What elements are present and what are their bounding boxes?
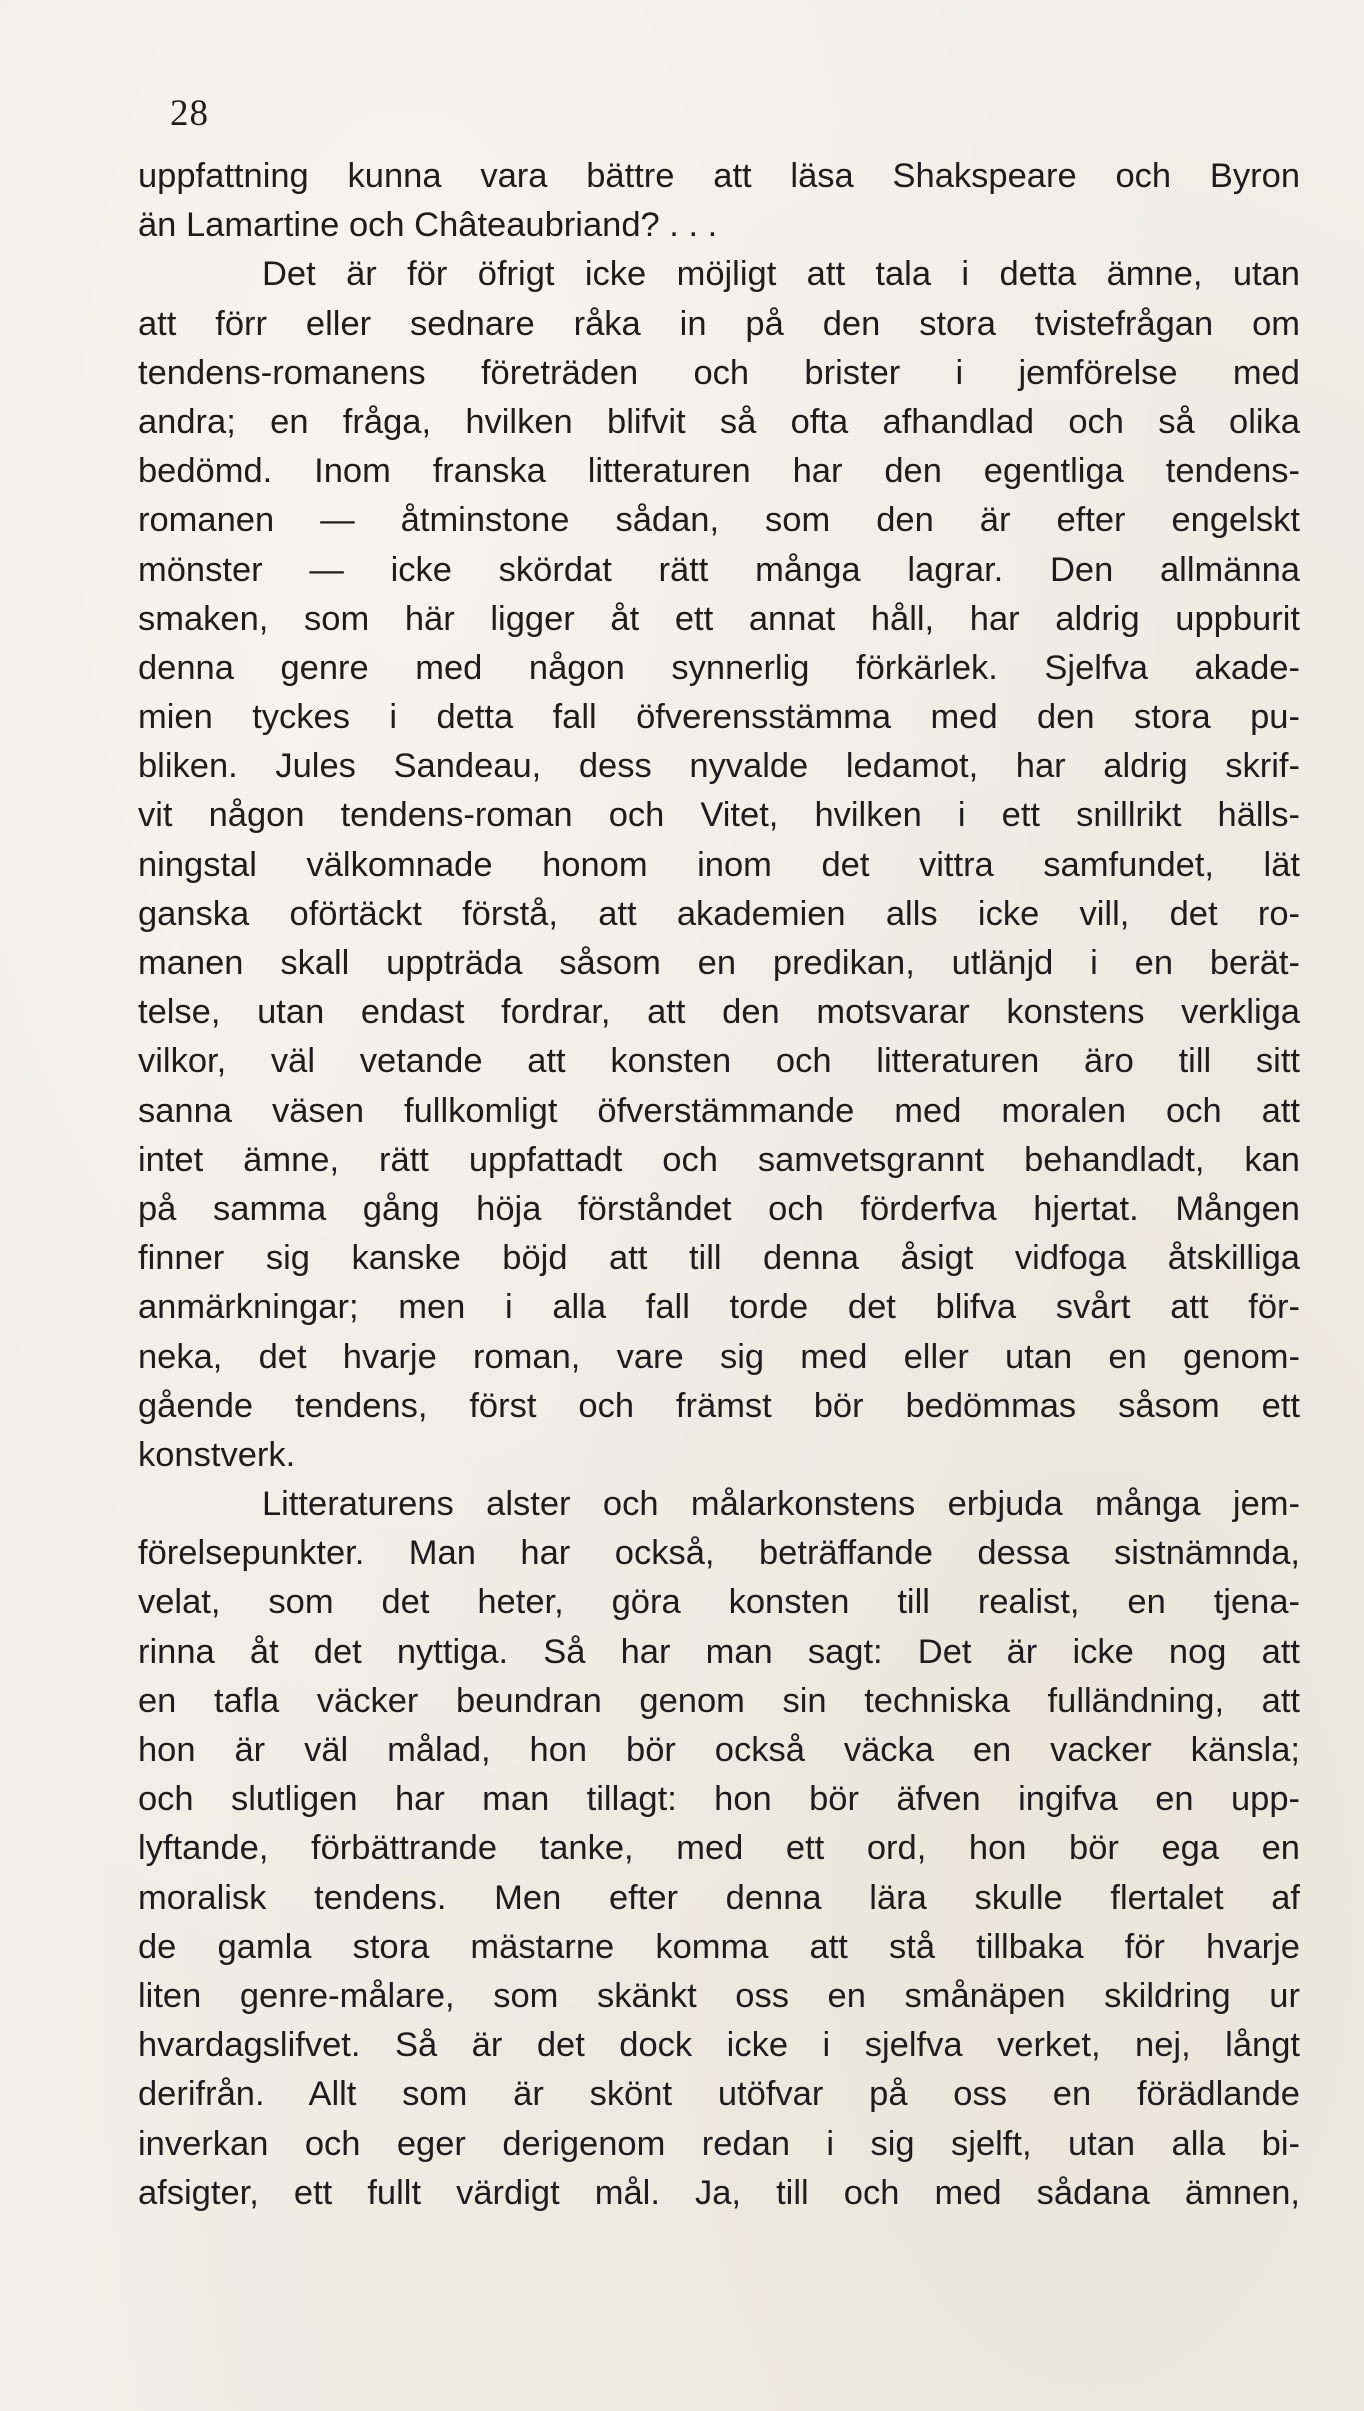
text-line: afsigter, ett fullt värdigt mål. Ja, till och med sådana ämnen, xyxy=(138,2173,1300,2212)
text-line: andra; en fråga, hvilken blifvit så ofta afhandlad och så olika xyxy=(138,402,1300,441)
text-line: en tafla väcker beundran genom sin techniska fulländning, att xyxy=(138,1681,1300,1720)
text-line: vit någon tendens-roman och Vitet, hvilken i ett snillrikt hälls- xyxy=(138,796,1300,835)
text-line: neka, det hvarje roman, vare sig med eller utan en genom- xyxy=(138,1337,1300,1376)
text-line: uppfattning kunna vara bättre att läsa Shakspeare och Byron xyxy=(138,157,1300,195)
text-line: telse, utan endast fordrar, att den motsvarar konstens verkliga xyxy=(138,993,1300,1032)
text-line: tendens-romanens företräden och brister i jemförelse med xyxy=(138,353,1300,392)
text-line: smaken, som här ligger åt ett annat håll, har aldrig uppburit xyxy=(138,599,1300,638)
text-line: ganska oförtäckt förstå, att akademien alls icke vill, det ro- xyxy=(138,894,1300,933)
text-line: Litteraturens alster och målarkonstens erbjuda många jem- xyxy=(262,1485,1300,1524)
text-line: konstverk. xyxy=(138,1435,296,1474)
text-line: än Lamartine och Châteaubriand? . . . xyxy=(138,206,718,245)
text-line: bliken. Jules Sandeau, dess nyvalde ledamot, har aldrig skrif- xyxy=(138,747,1300,786)
text-line: Det är för öfrigt icke möjligt att tala i detta ämne, utan xyxy=(262,255,1300,294)
text-line: vilkor, väl vetande att konsten och litteraturen äro till sitt xyxy=(138,1042,1300,1081)
text-line: velat, som det heter, göra konsten till realist, en tjena- xyxy=(138,1583,1300,1622)
text-line: moralisk tendens. Men efter denna lära skulle flertalet af xyxy=(138,1878,1300,1917)
text-line: på samma gång höja förståndet och förderfva hjertat. Mången xyxy=(138,1189,1300,1228)
text-line: derifrån. Allt som är skönt utöfvar på oss en förädlande xyxy=(138,2075,1300,2114)
text-line: manen skall uppträda såsom en predikan, utlänjd i en berät- xyxy=(138,944,1300,982)
text-line: hon är väl målad, hon bör också väcka en vacker känsla; xyxy=(138,1731,1300,1769)
text-line: mien tyckes i detta fall öfverensstämma med den stora pu- xyxy=(138,698,1300,737)
text-line: de gamla stora mästarne komma att stå tillbaka för hvarje xyxy=(138,1927,1300,1966)
page-number: 28 xyxy=(170,93,209,134)
text-line: ningstal välkomnade honom inom det vittra samfundet, lät xyxy=(138,845,1300,884)
text-line: gående tendens, först och främst bör bedömmas såsom ett xyxy=(138,1386,1300,1425)
text-line: anmärkningar; men i alla fall torde det blifva svårt att för- xyxy=(138,1288,1300,1327)
body-text xyxy=(138,152,1300,2218)
text-line: hvardagslifvet. Så är det dock icke i sjelfva verket, nej, långt xyxy=(138,2026,1300,2065)
text-line: sanna väsen fullkomligt öfverstämmande med moralen och att xyxy=(138,1091,1300,1130)
text-line: förelsepunkter. Man har också, beträffande dessa sistnämnda, xyxy=(138,1534,1300,1573)
text-line: romanen — åtminstone sådan, som den är efter engelskt xyxy=(138,501,1300,540)
text-line: lyftande, förbättrande tanke, med ett ord, hon bör ega en xyxy=(138,1829,1300,1868)
text-line: finner sig kanske böjd att till denna åsigt vidfoga åtskilliga xyxy=(138,1239,1300,1278)
text-line: mönster — icke skördat rätt många lagrar. Den allmänna xyxy=(138,550,1300,589)
text-line: och slutligen har man tillagt: hon bör äfven ingifva en upp- xyxy=(138,1780,1300,1819)
text-line: liten genre-målare, som skänkt oss en smånäpen skildring ur xyxy=(138,1976,1300,2015)
text-line: att förr eller sednare råka in på den stora tvistefrågan om xyxy=(138,304,1300,343)
text-line: intet ämne, rätt uppfattadt och samvetsgrannt behandladt, kan xyxy=(138,1140,1300,1179)
text-line: bedömd. Inom franska litteraturen har den egentliga tendens- xyxy=(138,452,1300,491)
text-line: rinna åt det nyttiga. Så har man sagt: Det är icke nog att xyxy=(138,1632,1300,1671)
text-line: inverkan och eger derigenom redan i sig sjelft, utan alla bi- xyxy=(138,2124,1300,2163)
text-line: denna genre med någon synnerlig förkärlek. Sjelfva akade- xyxy=(138,648,1300,687)
